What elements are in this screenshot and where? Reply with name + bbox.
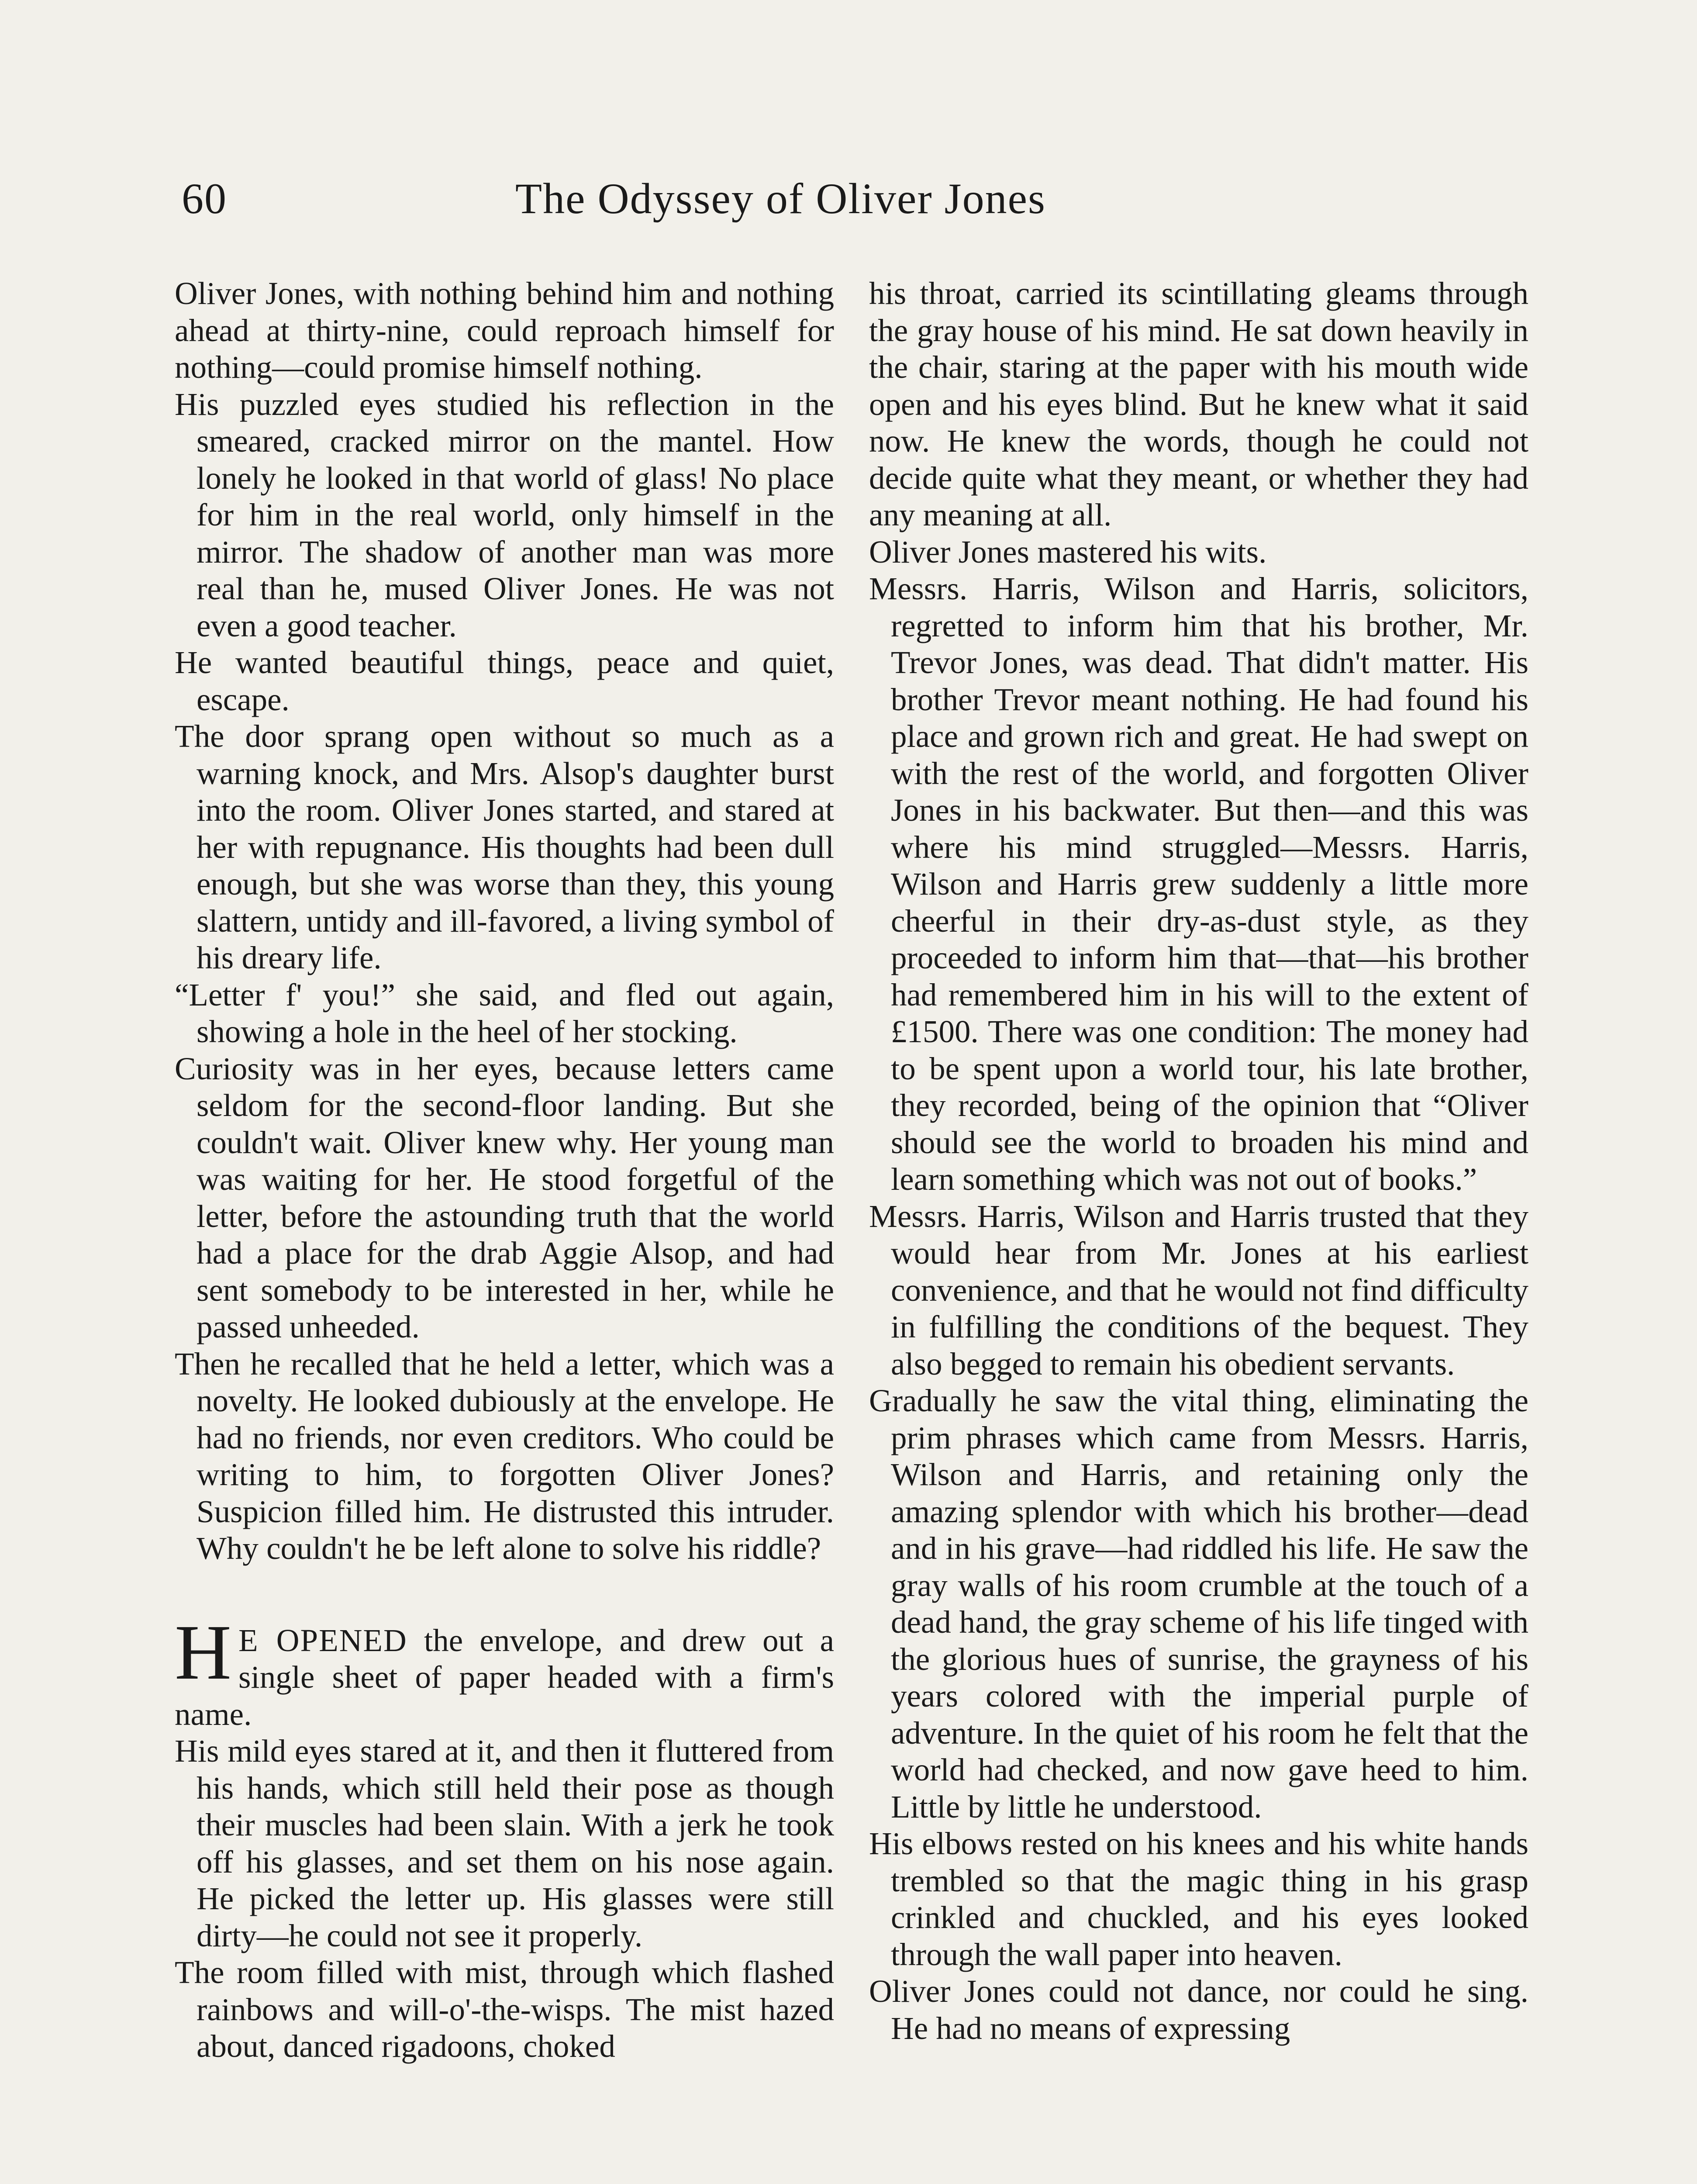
page-number: 60 — [182, 174, 227, 223]
paragraph: The door sprang open without so much as a warning knock, and Mrs. Alsop's daughter burst into the room. Oliver Jones started, and stared at her with repugnance. His thoughts had been dull enough, but she was worse than they, this young slattern, untidy and ill-favored, a living symbol of his dreary life. — [175, 719, 834, 975]
section-lead-words: E OPENED — [238, 1622, 407, 1658]
running-head: The Odyssey of Oliver Jones — [515, 174, 1046, 223]
section-lead-text: the envelope, and drew out a single sheet of paper headed with a firm's name. — [175, 1622, 834, 1732]
paragraph: Curiosity was in her eyes, because letters came seldom for the second-floor landing. But she couldn't wait. Oliver knew why. Her young man was waiting for her. He stood forgetful of the letter, before the astounding truth that the world had a place for the drab Aggie Alsop, and had sent somebody to be interested in her, while he passed unheeded. — [175, 1051, 834, 1344]
right-column — [869, 275, 1528, 2047]
paragraph: “Letter f' you!” she said, and fled out again, showing a hole in the heel of her stocking. — [175, 977, 834, 1049]
paragraph: his throat, carried its scintillating gleams through the gray house of his mind. He sat down heavily in the chair, staring at the paper with his mouth wide open and his eyes blind. But he knew what it said now. He knew the words, though he could not decide quite what they meant, or whether they had any meaning at all. — [869, 276, 1528, 532]
paragraph: Messrs. Harris, Wilson and Harris trusted that they would hear from Mr. Jones at his earliest convenience, and that he would not find difficulty in fulfilling the conditions of the bequest. They also begged to remain his obedient servants. — [869, 1198, 1528, 1382]
paragraph: Oliver Jones mastered his wits. — [869, 534, 1267, 570]
paragraph: He wanted beautiful things, peace and quiet, escape. — [175, 645, 834, 717]
section-opening-paragraph — [175, 1608, 834, 1733]
paragraph: His puzzled eyes studied his reflection in the smeared, cracked mirror on the mantel. How lonely he looked in that world of glass! No place for him in the real world, only himself in the mirror. The shadow of another man was more real than he, mused Oliver Jones. He was not even a good teacher. — [175, 386, 834, 643]
paragraph: His mild eyes stared at it, and then it fluttered from his hands, which still held their pose as though their muscles had been slain. With a jerk he took off his glasses, and set them on his nose again. He picked the letter up. His glasses were still dirty—he could not see it properly. — [175, 1733, 834, 1953]
left-column — [175, 275, 834, 2065]
paragraph: Oliver Jones could not dance, nor could he sing. He had no means of expressing — [869, 1973, 1528, 2046]
paragraph: Oliver Jones, with nothing behind him and nothing ahead at thirty-nine, could reproach himself for nothing—could promise himself nothing. — [175, 276, 834, 385]
drop-cap: H — [175, 1608, 231, 1696]
paragraph: Messrs. Harris, Wilson and Harris, solicitors, regretted to inform him that his brother, Mr. Trevor Jones, was dead. That didn't matter. His brother Trevor meant nothing. He had found his place and grown rich and great. He had swept on with the rest of the world, and forgotten Oliver Jones in his backwater. But then—and this was where his mind struggled—Messrs. Harris, Wilson and Harris grew suddenly a little more cheerful in their dry-as-dust style, as they proceeded to inform him that—that—his brother had remembered him in his will to the extent of £1500. There was one condition: The money had to be spent upon a world tour, his late brother, they recorded, being of the opinion that “Oliver should see the world to broaden his mind and learn something which was not out of books.” — [869, 571, 1528, 1197]
paragraph: The room filled with mist, through which flashed rainbows and will-o'-the-wisps. The mist hazed about, danced rigadoons, choked — [175, 1955, 834, 2064]
paragraph: His elbows rested on his knees and his white hands trembled so that the magic thing in his grasp crinkled and chuckled, and his eyes looked through the wall paper into heaven. — [869, 1826, 1528, 1972]
paragraph: Gradually he saw the vital thing, eliminating the prim phrases which came from Messrs. Harris, Wilson and Harris, and retaining only the amazing splendor with which his brother—dead and in his grave—had riddled his life. He saw the gray walls of his room crumble at the touch of a dead hand, the gray scheme of his life tinged with the glorious hues of sunrise, the grayness of his years colored with the imperial purple of adventure. In the quiet of his room he felt that the world had checked, and now gave heed to him. Little by little he understood. — [869, 1383, 1528, 1825]
paragraph: Then he recalled that he held a letter, which was a novelty. He looked dubiously at the envelope. He had no friends, nor even creditors. Who could be writing to him, to forgotten Oliver Jones? Suspicion filled him. He distrusted this intruder. Why couldn't he be left alone to solve his riddle? — [175, 1346, 834, 1566]
